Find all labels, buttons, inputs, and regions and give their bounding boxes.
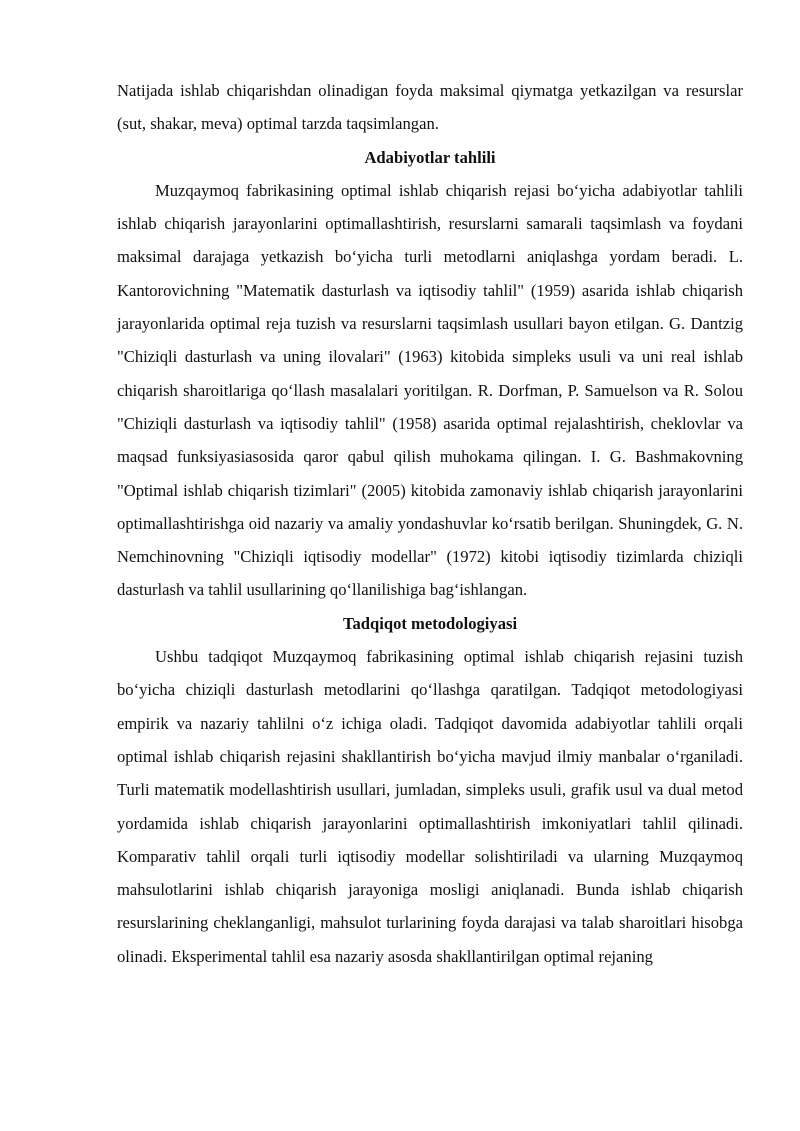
- intro-paragraph: Natijada ishlab chiqarishdan olinadigan foyda maksimal qiymatga yetkazilgan va resurslar (sut, shakar, meva) optimal tarzda taqsimlangan.: [117, 81, 743, 134]
- methodology-heading: Tadqiqot metodologiyasi: [342, 613, 518, 633]
- literature-review-heading: Adabiyotlar tahlili: [364, 147, 496, 167]
- methodology-paragraph: Ushbu tadqiqot Muzqaymoq fabrikasining optimal ishlab chiqarish rejasini tuzish bo‘yicha chiziqli dasturlash metodlarini qo‘llashga qaratilgan. Tadqiqot metodologiyasi empirik va nazariy tahlilni o‘z ichiga oladi. Tadqiqot davomida adabiyotlar tahlili orqali optimal ishlab chiqarish rejasini shakllantirish bo‘yicha mavjud ilmiy manbalar o‘rganiladi. Turli matematik modellashtirish usullari, jumladan, simpleks usuli, grafik usul va dual metod yordamida ishlab chiqarish jarayonlarini optimallashtirish imkoniyatlari tahlil qilinadi. Komparativ tahlil orqali turli iqtisodiy modellar solishtiriladi va ularning Muzqaymoq mahsulotlarini ishlab chiqarish jarayoniga mosligi aniqlanadi. Bunda ishlab chiqarish resurslarining cheklanganligi, mahsulot turlarining foyda darajasi va talab sharoitlari hisobga olinadi. Eksperimental tahlil esa nazariy asosda shakllantirilgan optimal rejaning: [117, 647, 743, 966]
- literature-review-paragraph: Muzqaymoq fabrikasining optimal ishlab chiqarish rejasi bo‘yicha adabiyotlar tahlili ishlab chiqarish jarayonlarini optimallashtirish, resurslarni samarali taqsimlash va foydani maksimal darajaga yetkazish bo‘yicha turli metodlarni aniqlashga yordam beradi. L. Kantorovichning "Matematik dasturlash va iqtisodiy tahlil" (1959) asarida ishlab chiqarish jarayonlarida optimal reja tuzish va resurslarni taqsimlash usullari bayon etilgan. G. Dantzig "Chiziqli dasturlash va uning ilovalari" (1963) kitobida simpleks usuli va uni real ishlab chiqarish sharoitlariga qo‘llash masalalari yoritilgan. R. Dorfman, P. Samuelson va R. Solou "Chiziqli dasturlash va iqtisodiy tahlil" (1958) asarida optimal rejalashtirish, cheklovlar va maqsad funksiyasiasosida qaror qabul qilish muhokama qilingan. I. G. Bashmakovning "Optimal ishlab chiqarish tizimlari" (2005) kitobida zamonaviy ishlab chiqarish jarayonlarini optimallashtirishga oid nazariy va amaliy yondashuvlar ko‘rsatib berilgan. Shuningdek, G. N. Nemchinovning "Chiziqli iqtisodiy modellar" (1972) kitobi iqtisodiy tizimlarda chiziqli dasturlash va tahlil usullarining qo‘llanilishiga bag‘ishlangan.: [117, 180, 743, 600]
- document-page: [117, 74, 743, 973]
